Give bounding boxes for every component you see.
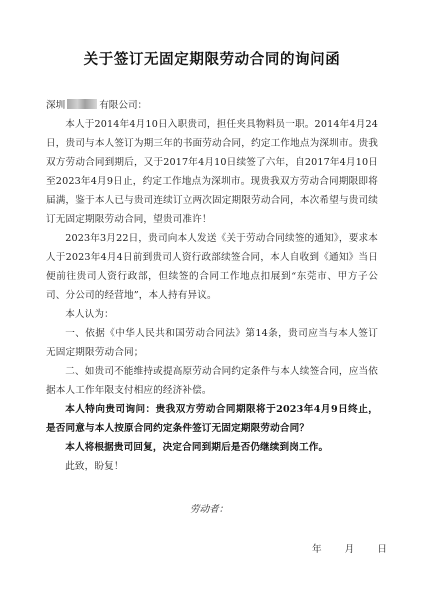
date-line bbox=[312, 540, 387, 559]
body-paragraph-notice: 2023年3月22日，贵司向本人发送《关于劳动合同续签的通知》，要求本人于2023年4月4日前到贵司人资行政部续签合同，本人自收到《通知》当日便前往贵司人资行政部，但续签的合同工作地点扣展到“东莞市、甲方子公司、分公司的经营地”，本人持有异议。 bbox=[46, 233, 378, 301]
decision-paragraph: 本人将根据贵司回复，决定合同到期后是否仍继续到岗工作。 bbox=[65, 442, 329, 453]
body-paragraph-point-two: 二、如贵司不能维持或提高原劳动合同约定条件与本人续签合同，应当依据本人工作年限支付相应的经济补偿。 bbox=[46, 366, 378, 396]
date-year-label: 年 bbox=[312, 544, 322, 555]
body-paragraph-employment: 本人于2014年4月10日入职贵司，担任夹具物料员一职。2014年4月24日，贵司与本人签订为期三年的书面劳动合同，约定工作地点为深圳市。贵我双方劳动合同到期后，又于2017年4月10日续签了六年，自2017年4月10日至2023年4月9日止，约定工作地点为深圳市。现贵我双方劳动合同期限即将届满，鉴于本人已与贵司连续订立两次固定期限劳动合同，本次希望与贵司续订无固定期限劳动合同，望贵司准许！ bbox=[46, 119, 378, 225]
addressee-prefix: 深圳 bbox=[46, 100, 66, 111]
signer-label: 劳动者： bbox=[190, 504, 229, 515]
redaction-block bbox=[67, 99, 97, 109]
body-paragraph-opinion-intro: 本人认为： bbox=[65, 309, 114, 320]
inquiry-paragraph: 本人特向贵司询问：贵我双方劳动合同期限将于2023年4月9日终止，是否同意与本人按原合同约定条件签订无固定期限劳动合同？ bbox=[46, 404, 378, 434]
addressee-line bbox=[46, 96, 378, 115]
date-day-label: 日 bbox=[377, 544, 387, 555]
letter-title: 关于签订无固定期限劳动合同的询问函 bbox=[83, 52, 341, 68]
addressee-suffix: 有限公司： bbox=[99, 100, 148, 111]
closing-line: 此致，盼复！ bbox=[65, 461, 124, 472]
date-month-label: 月 bbox=[344, 544, 355, 555]
body-paragraph-point-one: 一、依据《中华人民共和国劳动合同法》第14条，贵司应当与本人签订无固定期限劳动合同； bbox=[46, 328, 378, 358]
